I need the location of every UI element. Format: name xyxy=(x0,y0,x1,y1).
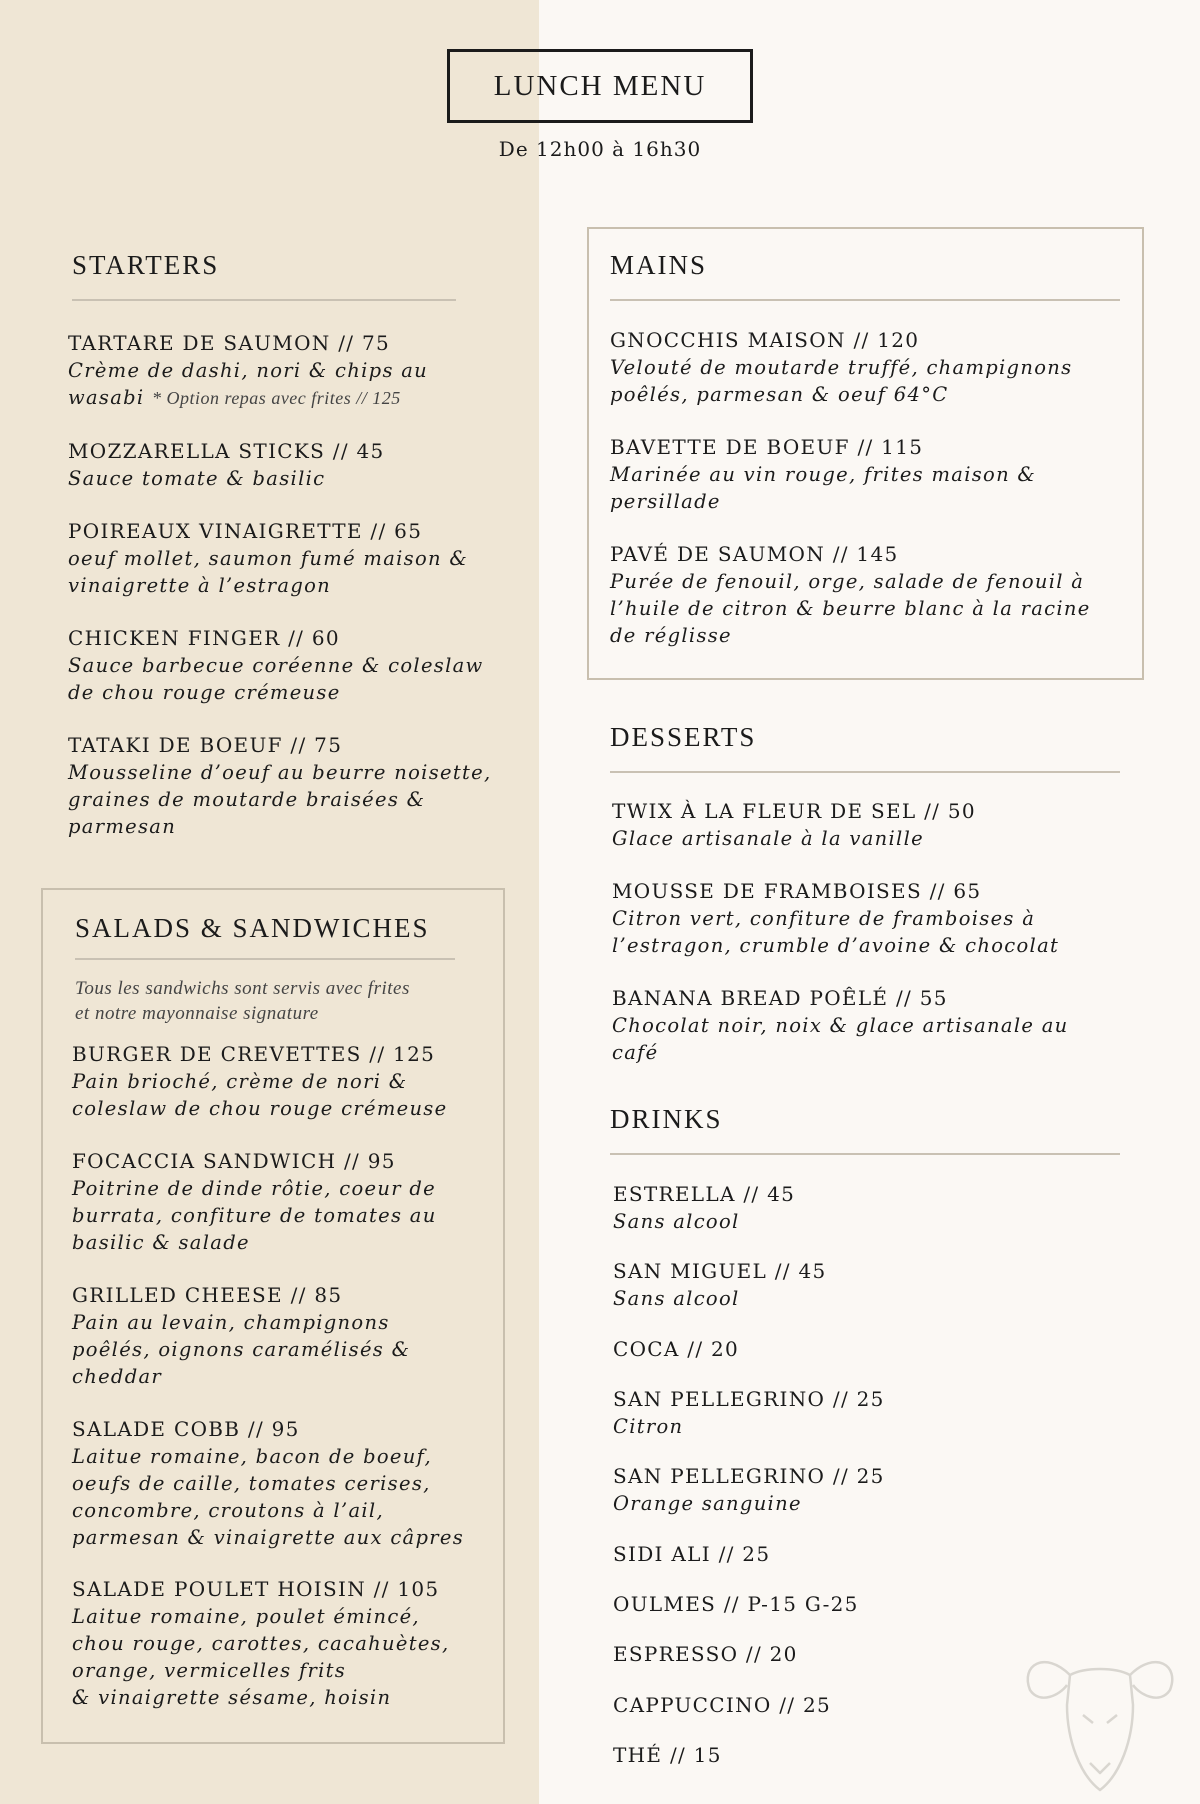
item-description: Purée de fenouil, orge, salade de fenouil à xyxy=(610,570,1085,593)
menu-item xyxy=(72,1416,502,1551)
salads-section xyxy=(75,913,455,1026)
item-description: graines de moutarde braisées & xyxy=(68,788,426,811)
item-description: burrata, confiture de tomates au xyxy=(72,1204,437,1227)
item-description: de chou rouge crémeuse xyxy=(68,681,341,704)
item-name: SAN PELLEGRINO // 25 xyxy=(613,1464,885,1488)
menu-item xyxy=(72,1148,502,1256)
starter-item xyxy=(68,330,508,412)
item-name: BAVETTE DE BOEUF // 115 xyxy=(610,435,924,459)
sandwich-note xyxy=(75,976,455,1026)
item-description: l’estragon, crumble d’avoine & chocolat xyxy=(612,934,1060,957)
item-description: concombre, croutons à l’ail, xyxy=(72,1499,384,1522)
item-name: OULMES // P-15 G-25 xyxy=(613,1592,859,1616)
item-description xyxy=(68,357,468,412)
item-description: Poitrine de dinde rôtie, coeur de xyxy=(72,1177,436,1200)
item-description: Laitue romaine, poulet émincé, xyxy=(72,1605,420,1628)
item-description: vinaigrette à l’estragon xyxy=(68,574,332,597)
item-description: Marinée au vin rouge, frites maison & xyxy=(610,463,1037,486)
item-description: Laitue romaine, bacon de boeuf, xyxy=(72,1445,432,1468)
starter-item xyxy=(68,438,508,492)
item-description: poêlés, parmesan & oeuf 64°C xyxy=(610,383,949,406)
item-description: cheddar xyxy=(72,1365,163,1388)
item-name: CHICKEN FINGER // 60 xyxy=(68,626,340,650)
section-divider xyxy=(610,771,1120,773)
menu-item xyxy=(72,1041,502,1122)
note-line: Tous les sandwichs sont servis avec frites xyxy=(75,978,410,999)
item-name: ESPRESSO // 20 xyxy=(613,1642,798,1666)
page-title xyxy=(447,49,753,123)
mains-section xyxy=(610,250,1120,301)
section-divider xyxy=(610,1153,1120,1155)
menu-item xyxy=(613,1541,1138,1568)
menu-item xyxy=(613,1258,1138,1312)
note-line: et notre mayonnaise signature xyxy=(75,1003,319,1024)
item-description: Pain brioché, crème de nori & xyxy=(72,1070,408,1093)
menu-item xyxy=(612,798,1137,852)
item-description: Sans alcool xyxy=(613,1210,740,1233)
menu-item xyxy=(613,1463,1138,1517)
menu-item xyxy=(610,327,1135,408)
item-description: café xyxy=(612,1041,659,1064)
item-description: chou rouge, carottes, cacahuètes, xyxy=(72,1632,450,1655)
item-description: Citron xyxy=(613,1415,684,1438)
item-description: oeufs de caille, tomates cerises, xyxy=(72,1472,431,1495)
item-description: de réglisse xyxy=(610,624,732,647)
item-name: TARTARE DE SAUMON // 75 xyxy=(68,331,391,355)
section-title-salads: SALADS & SANDWICHES xyxy=(75,913,430,943)
item-name: BURGER DE CREVETTES // 125 xyxy=(72,1042,436,1066)
item-name: CAPPUCCINO // 25 xyxy=(613,1693,832,1717)
item-description: Velouté de moutarde truffé, champignons xyxy=(610,356,1073,379)
menu-item xyxy=(610,541,1135,649)
section-title-desserts: DESSERTS xyxy=(610,722,757,752)
item-name: SALADE POULET HOISIN // 105 xyxy=(72,1577,440,1601)
starters-section xyxy=(68,250,456,301)
menu-item xyxy=(612,985,1137,1066)
item-description: Pain au levain, champignons xyxy=(72,1311,390,1334)
item-name: TATAKI DE BOEUF // 75 xyxy=(68,733,343,757)
item-name: ESTRELLA // 45 xyxy=(613,1182,796,1206)
starter-item xyxy=(68,625,508,706)
starter-item xyxy=(68,732,508,840)
menu-item xyxy=(613,1591,1138,1618)
ram-logo-icon xyxy=(1015,1645,1185,1795)
item-description: persillade xyxy=(610,490,721,513)
opening-hours: De 12h00 à 16h30 xyxy=(498,137,702,161)
item-description: orange, vermicelles frits xyxy=(72,1659,347,1682)
item-description: Sauce barbecue coréenne & coleslaw xyxy=(68,654,484,677)
desserts-section xyxy=(610,722,1120,773)
item-description: Sans alcool xyxy=(613,1287,740,1310)
item-name: THÉ // 15 xyxy=(613,1743,722,1767)
item-name: SAN MIGUEL // 45 xyxy=(613,1259,827,1283)
title-text: LUNCH MENU xyxy=(493,69,707,102)
menu-item xyxy=(613,1386,1138,1440)
section-divider xyxy=(75,958,455,960)
item-description: Chocolat noir, noix & glace artisanale au xyxy=(612,1014,1069,1037)
section-divider xyxy=(610,299,1120,301)
item-description: Sauce tomate & basilic xyxy=(68,467,326,490)
starter-item xyxy=(68,518,508,599)
item-description: poêlés, oignons caramélisés & xyxy=(72,1338,411,1361)
item-description: oeuf mollet, saumon fumé maison & xyxy=(68,547,469,570)
item-name: MOZZARELLA STICKS // 45 xyxy=(68,439,385,463)
item-name: COCA // 20 xyxy=(613,1337,740,1361)
menu-item xyxy=(612,878,1137,959)
menu-item xyxy=(610,434,1135,515)
drinks-section xyxy=(610,1104,1120,1155)
item-name: TWIX À LA FLEUR DE SEL // 50 xyxy=(612,799,976,823)
menu-item xyxy=(72,1282,502,1390)
item-description: Mousseline d’oeuf au beurre noisette, xyxy=(68,761,492,784)
item-name: MOUSSE DE FRAMBOISES // 65 xyxy=(612,879,982,903)
item-description: basilic & salade xyxy=(72,1231,250,1254)
item-name: SIDI ALI // 25 xyxy=(613,1542,771,1566)
item-description: & vinaigrette sésame, hoisin xyxy=(72,1686,392,1709)
item-name: SAN PELLEGRINO // 25 xyxy=(613,1387,885,1411)
item-name: GNOCCHIS MAISON // 120 xyxy=(610,328,920,352)
item-name: BANANA BREAD POÊLÉ // 55 xyxy=(612,986,948,1010)
section-divider xyxy=(72,299,456,301)
description-text: Crème de dashi, nori & chips au wasabi xyxy=(68,359,429,409)
item-description: coleslaw de chou rouge crémeuse xyxy=(72,1097,448,1120)
item-description: Glace artisanale à la vanille xyxy=(612,827,924,850)
option-note: * Option repas avec frites // 125 xyxy=(151,388,401,408)
section-title-drinks: DRINKS xyxy=(610,1104,723,1134)
item-name: PAVÉ DE SAUMON // 145 xyxy=(610,542,899,566)
item-description: parmesan & vinaigrette aux câpres xyxy=(72,1526,465,1549)
item-description: parmesan xyxy=(68,815,177,838)
item-name: GRILLED CHEESE // 85 xyxy=(72,1283,343,1307)
item-name: FOCACCIA SANDWICH // 95 xyxy=(72,1149,396,1173)
item-description: l’huile de citron & beurre blanc à la racine xyxy=(610,597,1091,620)
menu-item xyxy=(613,1181,1138,1235)
item-description: Orange sanguine xyxy=(613,1492,802,1515)
menu-item xyxy=(72,1576,502,1711)
item-name: SALADE COBB // 95 xyxy=(72,1417,300,1441)
item-name: POIREAUX VINAIGRETTE // 65 xyxy=(68,519,423,543)
section-title-starters: STARTERS xyxy=(72,250,220,280)
item-description: Citron vert, confiture de framboises à xyxy=(612,907,1036,930)
menu-item xyxy=(613,1336,1138,1363)
section-title-mains: MAINS xyxy=(610,250,708,280)
